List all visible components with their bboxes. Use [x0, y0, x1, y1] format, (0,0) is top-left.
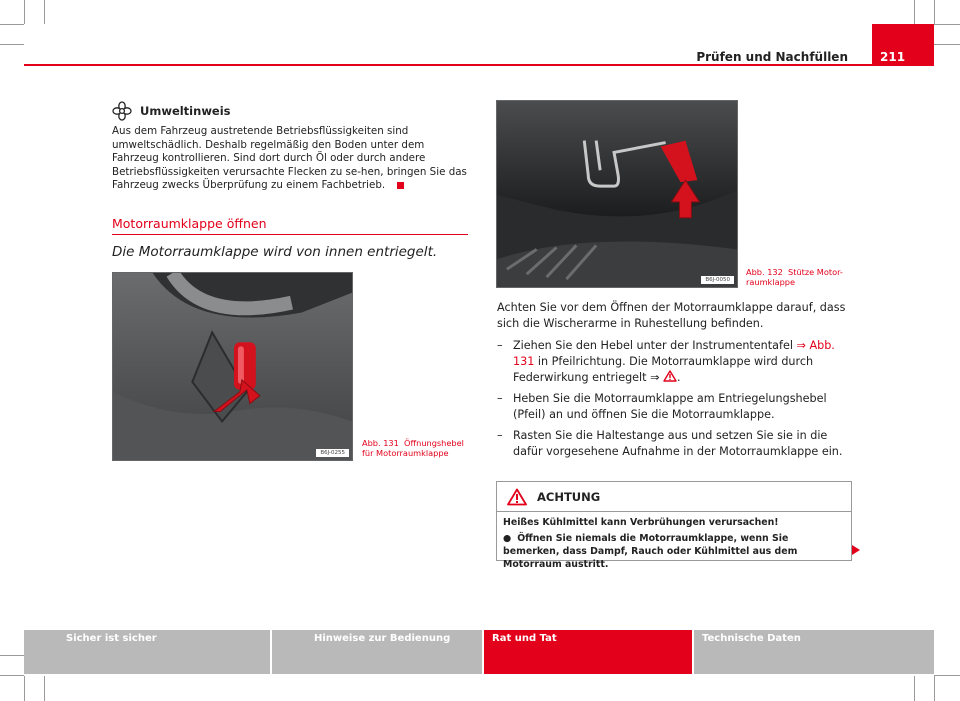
instruction-step: – Ziehen Sie den Hebel unter der Instrumententafel ⇒ Abb. 131 in Pfeilrichtung. Die Motorraumklappe wird durch Federwirkung entriegelt ⇒ .: [497, 339, 835, 384]
crop-mark: [44, 676, 45, 701]
crop-mark: [934, 0, 935, 24]
crop-mark: [914, 676, 915, 701]
crop-mark: [914, 0, 915, 24]
footer-tab-rat-und-tat[interactable]: Rat und Tat: [484, 630, 692, 674]
section-end-marker: [397, 182, 404, 189]
crop-mark: [24, 676, 25, 701]
flower-icon: [112, 101, 132, 121]
section-subtitle: Die Motorraumklappe wird von innen entriegelt.: [112, 244, 438, 260]
warning-title: ACHTUNG: [537, 489, 601, 504]
crop-mark: [24, 0, 25, 24]
crop-mark: [44, 0, 45, 24]
chapter-title: Prüfen und Nachfüllen: [696, 50, 848, 64]
figure-131-caption: Abb. 131 Öffnungshebel für Motorraumklappe: [362, 438, 464, 458]
instructions-intro: Achten Sie vor dem Öffnen der Motorraumklappe darauf, dass sich die Wischerarme in Ruhestellung befinden.: [497, 301, 846, 330]
step-dash: –: [497, 339, 503, 352]
footer-tab-sicher[interactable]: Sicher ist sicher: [24, 630, 270, 674]
footer-tab-technische-daten[interactable]: Technische Daten: [694, 630, 934, 674]
instruction-step: – Heben Sie die Motorraumklappe am Entriegelungshebel (Pfeil) an und öffnen Sie die Motorraumklappe.: [497, 392, 827, 421]
warning-triangle-icon: [507, 488, 527, 506]
figure-132-caption: Abb. 132 Stütze Motor-raumklappe: [746, 267, 843, 287]
figure-reference-link[interactable]: ⇒ Abb. 131: [513, 339, 835, 368]
header-rule: [24, 64, 934, 66]
bullet: ●: [503, 533, 512, 544]
page-number: 211: [872, 24, 934, 66]
environment-note-body: Aus dem Fahrzeug austretende Betriebsflüssigkeiten sind umweltschädlich. Deshalb regelmäßig den Boden unter dem Fahrzeug kontrollieren. Sind dort durch Öl oder durch andere Betriebsflüssigkeiten verursachte Flecken zu se-hen, bringen Sie das Fahrzeug zwecks Überprüfung zu einem Fachbetrieb.: [112, 125, 467, 192]
figure-code: B6J-0255: [316, 449, 349, 457]
crop-mark: [0, 675, 24, 676]
crop-mark: [934, 44, 960, 45]
environment-note: [112, 100, 468, 193]
warning-triangle-icon[interactable]: [663, 370, 677, 382]
crop-mark: [0, 655, 24, 656]
section-title: Motorraumklappe öffnen: [112, 216, 267, 231]
crop-mark: [934, 676, 935, 701]
warning-item: ● Öffnen Sie niemals die Motorraumklappe, wenn Sie bemerken, dass Dampf, Rauch oder Kühlmittel aus dem Motorraum austritt.: [503, 533, 798, 570]
crop-mark: [934, 675, 960, 676]
step-dash: –: [497, 429, 503, 442]
warning-box: [496, 481, 852, 570]
warning-heading: Heißes Kühlmittel kann Verbrühungen verursachen!: [503, 517, 779, 528]
crop-mark: [0, 44, 24, 45]
continue-arrow-icon: [852, 545, 860, 555]
crop-mark: [934, 24, 960, 25]
figure-132-hood-support: [496, 100, 738, 288]
figure-code: B6J-0050: [701, 276, 734, 284]
environment-note-title: Umweltinweis: [140, 104, 231, 118]
step-dash: –: [497, 392, 503, 405]
figure-131-hood-release-lever: [112, 272, 353, 461]
footer-tab-hinweise[interactable]: Hinweise zur Bedienung: [272, 630, 482, 674]
instructions: [497, 300, 851, 465]
crop-mark: [0, 24, 24, 25]
instruction-step: – Rasten Sie die Haltestange aus und setzen Sie sie in die dafür vorgesehene Aufnahme in der Motorraumklappe ein.: [497, 429, 843, 458]
section-rule: [112, 234, 468, 235]
